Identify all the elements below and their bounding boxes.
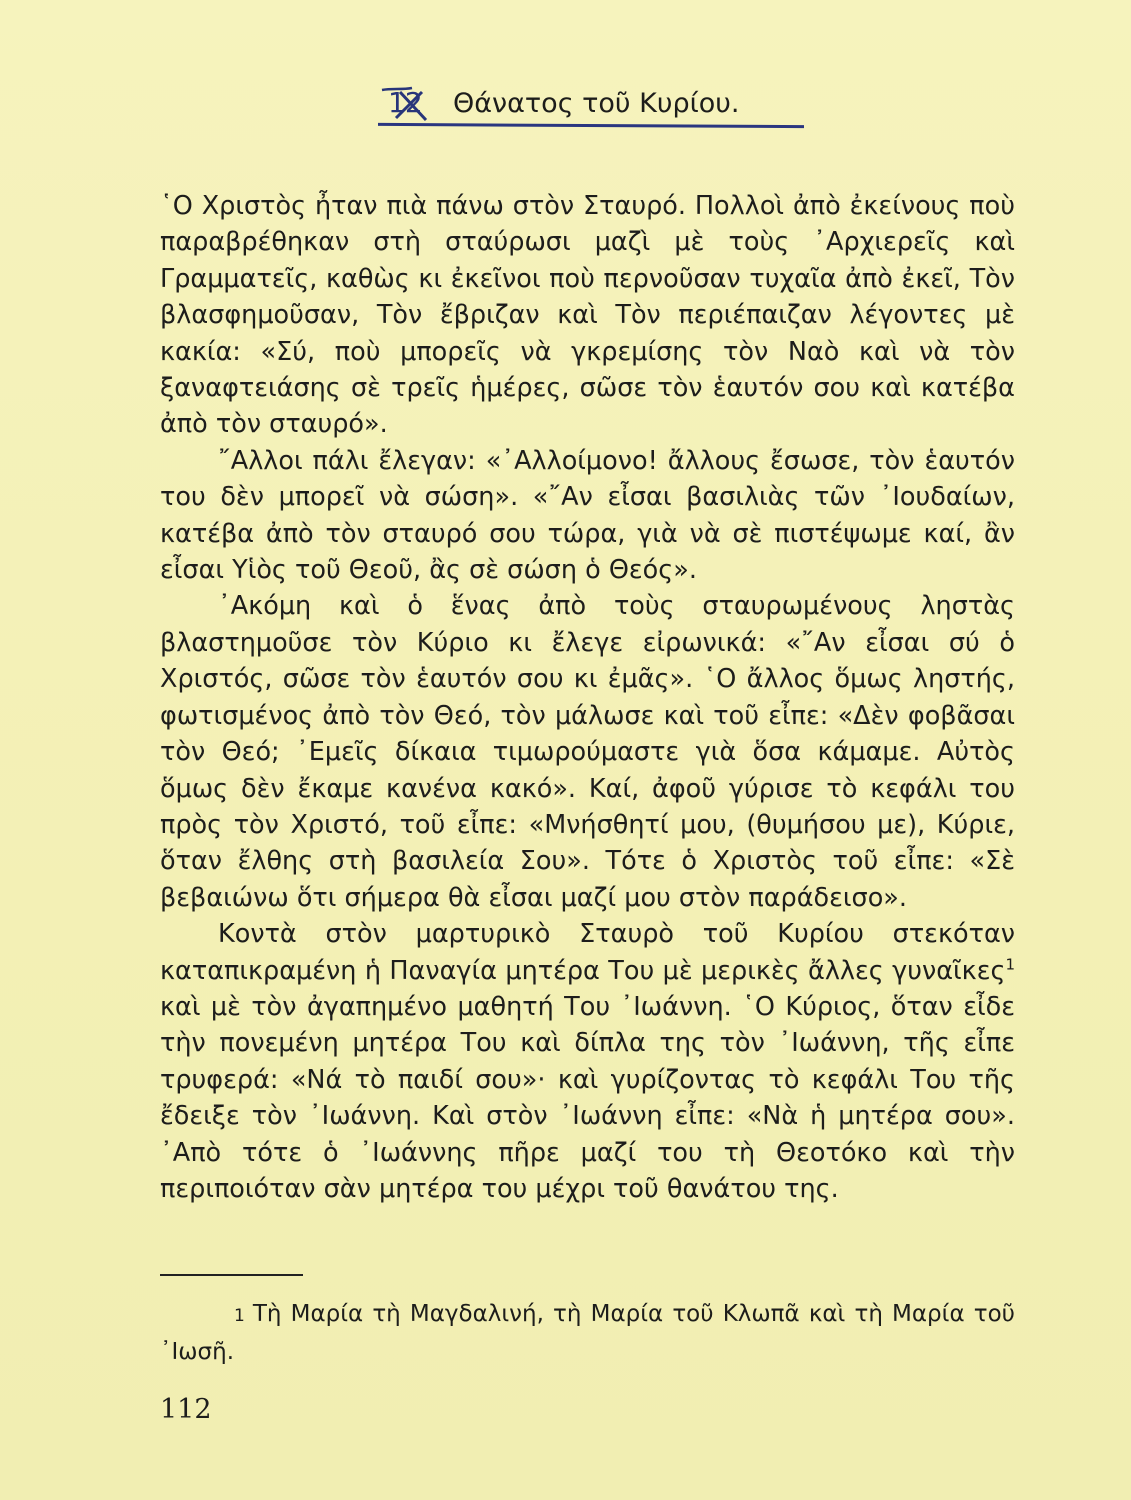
footnote-reference: 1 bbox=[1005, 955, 1015, 974]
paragraph bbox=[160, 916, 1015, 1207]
body-text bbox=[160, 188, 1015, 1207]
footnote-divider bbox=[160, 1274, 303, 1276]
paragraph: ῎Αλλοι πάλι ἔλεγαν: «᾿Αλλοίμονο! ἄλλους ἔσωσε, τὸν ἑαυτόν του δὲν μπορεῖ νὰ σώση». «῎Αν εἶσαι βασιλιὰς τῶν ᾿Ιουδαίων, κατέβα ἀπὸ τὸν σταυρό σου τώρα, γιὰ νὰ σὲ πιστέψωμε καί, ἂν εἶσαι Υἱὸς τοῦ Θεοῦ, ἂς σὲ σώση ὁ Θεός». bbox=[160, 445, 1015, 586]
footnote bbox=[160, 1296, 1015, 1370]
chapter-number: 12 bbox=[388, 86, 422, 119]
chapter-heading bbox=[378, 82, 808, 132]
paragraph: ῾Ο Χριστὸς ἦταν πιὰ πάνω στὸν Σταυρό. Πολλοὶ ἀπὸ ἐκείνους ποὺ παραβρέθηκαν στὴ σταύρωσι μαζὶ μὲ τοὺς ᾿Αρχιερεῖς καὶ Γραμματεῖς, καθὼς κι ἐκεῖνοι ποὺ περνοῦσαν τυχαῖα ἀπὸ ἐκεῖ, Τὸν βλασφημοῦσαν, Τὸν ἔβριζαν καὶ Τὸν περιέπαιζαν λέγοντες μὲ κακία: «Σύ, ποὺ μπορεῖς νὰ γκρεμίσης τὸν Ναὸ καὶ νὰ τὸν ξαναφτειάσης σὲ τρεῖς ἡμέρες, σῶσε τὸν ἑαυτόν σου καὶ κατέβα ἀπὸ τὸν σταυρό». bbox=[160, 191, 1015, 440]
handwritten-strike-mark bbox=[378, 82, 438, 126]
paragraph-text: καὶ μὲ τὸν ἀγαπημένο μαθητή Του ᾿Ιωάννη. ῾Ο Κύριος, ὅταν εἶδε τὴν πονεμένη μητέρα Του καὶ δίπλα της τὸν ᾿Ιωάννη, τῆς εἶπε τρυφερά: «Νά τὸ παιδί σου»· καὶ γυρίζοντας τὸ κεφάλι Του τῆς ἔδειξε τὸν ᾿Ιωάννη. Καὶ στὸν ᾿Ιωάννη εἶπε: «Νὰ ἡ μητέρα σου». ᾿Απὸ τότε ὁ ᾿Ιωάννης πῆρε μαζί του τὴ Θεοτόκο καὶ τὴν περιποιόταν σὰν μητέρα του μέχρι τοῦ θανάτου της. bbox=[160, 991, 1015, 1204]
chapter-title: Θάνατος τοῦ Κυρίου. bbox=[453, 88, 740, 119]
handwritten-underline bbox=[378, 123, 804, 128]
page-number: 112 bbox=[160, 1394, 212, 1425]
paragraph: ᾿Ακόμη καὶ ὁ ἕνας ἀπὸ τοὺς σταυρωμένους ληστὰς βλαστημοῦσε τὸν Κύριο κι ἔλεγε εἰρωνικά: «῎Αν εἶσαι σύ ὁ Χριστός, σῶσε τὸν ἑαυτόν σου κι ἐμᾶς». ῾Ο ἄλλος ὅμως ληστής, φωτισμένος ἀπὸ τὸν Θεό, τὸν μάλωσε καὶ τοῦ εἶπε: «Δὲν φοβᾶσαι τὸν Θεό; ᾿Εμεῖς δίκαια τιμωρούμαστε γιὰ ὅσα κάμαμε. Αὐτὸς ὅμως δὲν ἔκαμε κανένα κακό». Καί, ἀφοῦ γύρισε τὸ κεφάλι του πρὸς τὸν Χριστό, τοῦ εἶπε: «Μνήσθητί μου, (θυμήσου με), Κύριε, ὅταν ἔλθης στὴ βασιλεία Σου». Τότε ὁ Χριστὸς τοῦ εἶπε: «Σὲ βεβαιώνω ὅτι σήμερα θὰ εἶσαι μαζί μου στὸν παράδεισο». bbox=[160, 591, 1015, 913]
footnote-mark: 1 bbox=[234, 1306, 245, 1326]
paragraph-text: Κοντὰ στὸν μαρτυρικὸ Σταυρὸ τοῦ Κυρίου στεκόταν καταπικραμένη ἡ Παναγία μητέρα Του μὲ μερικὲς ἄλλες γυναῖκες bbox=[160, 919, 1015, 986]
footnote-text: Τὴ Μαρία τὴ Μαγδαλινή, τὴ Μαρία τοῦ Κλωπᾶ καὶ τὴ Μαρία τοῦ ᾿Ιωσῆ. bbox=[160, 1301, 1015, 1365]
